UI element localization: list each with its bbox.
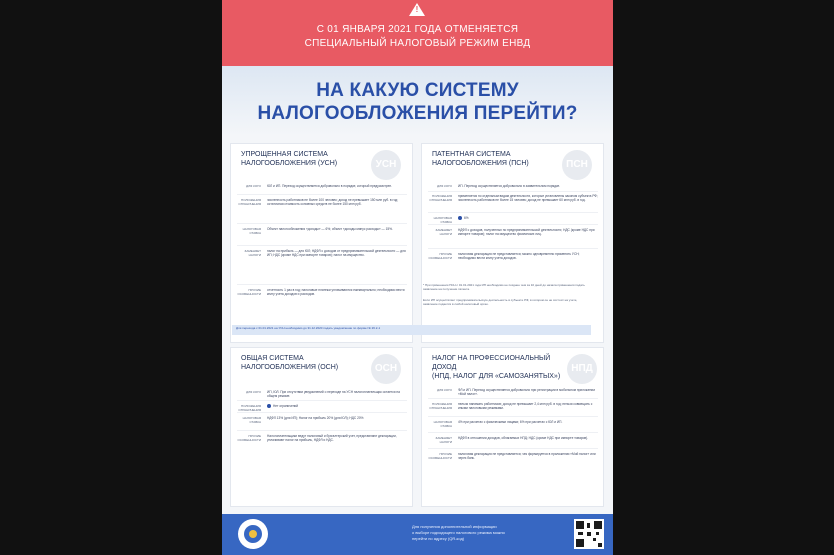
osn-badge-icon: ОСН [371,354,401,384]
usn-transition-note: Для перехода с 01.01.2021 на УСН необходимо до 31.12.2020 подать уведомление по форме № 26.2-1 [232,325,591,335]
banner-line-1: С 01 ЯНВАРЯ 2021 ГОДА ОТМЕНЯЕТСЯ [316,24,519,35]
warning-banner: ! С 01 ЯНВАРЯ 2021 ГОДА ОТМЕНЯЕТСЯ СПЕЦИАЛЬНЫЙ НАЛОГОВЫЙ РЕЖИМ ЕНВД [222,0,613,66]
bullet-icon [267,404,271,408]
footer [222,514,613,555]
psn-note-1: * При применении ПСН с 01.01.2021 года ИП необходимо не позднее чем за 10 дней до начала применения подать заявление на получение патента. [423,283,585,291]
banner-line-2: СПЕЦИАЛЬНЫЙ НАЛОГОВЫЙ РЕЖИМ ЕНВД [304,38,531,49]
osn-title: ОБЩАЯ СИСТЕМА НАЛОГООБЛОЖЕНИЯ (ОСН) [241,355,339,371]
npd-badge-icon: НПД [567,354,597,384]
footer-text: Для получения дополнительной информации о выборе подходящего налогового режима можно перейти по адресу (QR-код) [412,524,505,541]
usn-title: УПРОЩЕННАЯ СИСТЕМА НАЛОГООБЛОЖЕНИЯ (УСН) [241,151,338,167]
osn-card: ОБЩАЯ СИСТЕМА НАЛОГООБЛОЖЕНИЯ (ОСН) ОСН ДЛЯ КОГО ИП, ЮЛ. При отсутствии уведомлений о переходе на УСН налогоплательщик остается на общем режиме. ПОЛОЖЕНИЯ ОГРАНИЧЕНИЯ Нет ограничений НАЛОГОВАЯ СТАВКА НДФЛ 13% (для ИП); Налог на прибыль 20% (для ЮЛ); НДС 20% ПРОЧИЕ ОСОБЕННОСТИ Налогоплательщики ведут налоговый и бухгалтерский учет, представляют декларации, уплачивают налог на прибыль, НДФЛ и НДС. [230,347,413,507]
psn-title: ПАТЕНТНАЯ СИСТЕМА НАЛОГООБЛОЖЕНИЯ (ПСН) [432,151,529,167]
headline-line-2: НАЛОГООБЛОЖЕНИЯ ПЕРЕЙТИ? [257,103,578,124]
psn-badge-icon: ПСН [562,150,592,180]
bullet-icon [458,216,462,220]
usn-badge-icon: УСН [371,150,401,180]
npd-card: НАЛОГ НА ПРОФЕССИОНАЛЬНЫЙ ДОХОД (НПД, НАЛОГ ДЛЯ «САМОЗАНЯТЫХ») НПД ДЛЯ КОГО ФЛ и ИП. Переход осуществляется добровольно при регистрации в мобильном приложении «Мой налог». ПОЛОЖЕНИЯ ОГРАНИЧЕНИЯ нельзя нанимать работников; доход не превышает 2,4 млн руб. в год; нельзя совмещать с иными налоговыми режимами. НАЛОГОВАЯ СТАВКА 4% при расчетах с физическими лицами; 6% при расчетах с ЮЛ и ИП. ЗАМЕНЯЕТ НАЛОГИ НДФЛ в отношении доходов, облагаемых НПД; НДС (кроме НДС при импорте товаров). ПРОЧИЕ ОСОБЕННОСТИ налоговая декларация не представляется; чек формируется в приложении «Мой налог» или через банк. [421,347,604,507]
headline-line-1: НА КАКУЮ СИСТЕМУ [316,80,519,101]
fns-emblem-icon [238,519,268,549]
qr-code-icon[interactable] [574,519,604,549]
psn-note-2: Если ИП осуществляет предпринимательскую деятельность в субъекте РФ, в котором он не состоит на учете, заявление подается в любой налоговый орган. [423,298,578,306]
tax-poster [222,0,613,555]
usn-card: УПРОЩЕННАЯ СИСТЕМА НАЛОГООБЛОЖЕНИЯ (УСН) УСН ДЛЯ КОГО ЮЛ и ИП. Переход осуществляется добровольно в порядке, который предусмотрен. ПОЛОЖЕНИЯ ОГРАНИЧЕНИЯ численность работников не более 100 человек; доход не превышает 150 млн руб. в год; остаточная стоимость основных средств не более 150 млн руб. НАЛОГОВАЯ СТАВКА Объект налогообложения «доходы» — 6%; объект «доходы минус расходы» — 15%. ЗАМЕНЯЕТ НАЛОГИ налог на прибыль — для ЮЛ; НДФЛ с доходов от предпринимательской деятельности — для ИП; НДС (кроме НДС при импорте товаров); налог на имущество. ПРОЧИЕ ОСОБЕННОСТИ отчетность 1 раз в год; налоговые платежи уплачиваются ежеквартально; необходимо вести книгу учета доходов и расходов. [230,143,413,343]
npd-title: НАЛОГ НА ПРОФЕССИОНАЛЬНЫЙ ДОХОД (НПД, НАЛОГ ДЛЯ «САМОЗАНЯТЫХ») [432,355,561,380]
psn-card: ПАТЕНТНАЯ СИСТЕМА НАЛОГООБЛОЖЕНИЯ (ПСН) ПСН ДЛЯ КОГО ИП. Переход осуществляется добровольно в заявительном порядке. ПОЛОЖЕНИЯ ОГРАНИЧЕНИЯ применяется по отдельным видам деятельности, которые установлены законом субъекта РФ; численность работников не более 15 человек; доход не превышает 60 млн руб. в год. НАЛОГОВАЯ СТАВКА 6% ЗАМЕНЯЕТ НАЛОГИ НДФЛ с доходов, полученных по предпринимательской деятельности; НДС (кроме НДС при импорте товаров); налог на имущество физических лиц. ПРОЧИЕ ОСОБЕННОСТИ налоговая декларация не представляется; можно одновременно применять УСН; необходимо вести книгу учета доходов. [421,143,604,343]
